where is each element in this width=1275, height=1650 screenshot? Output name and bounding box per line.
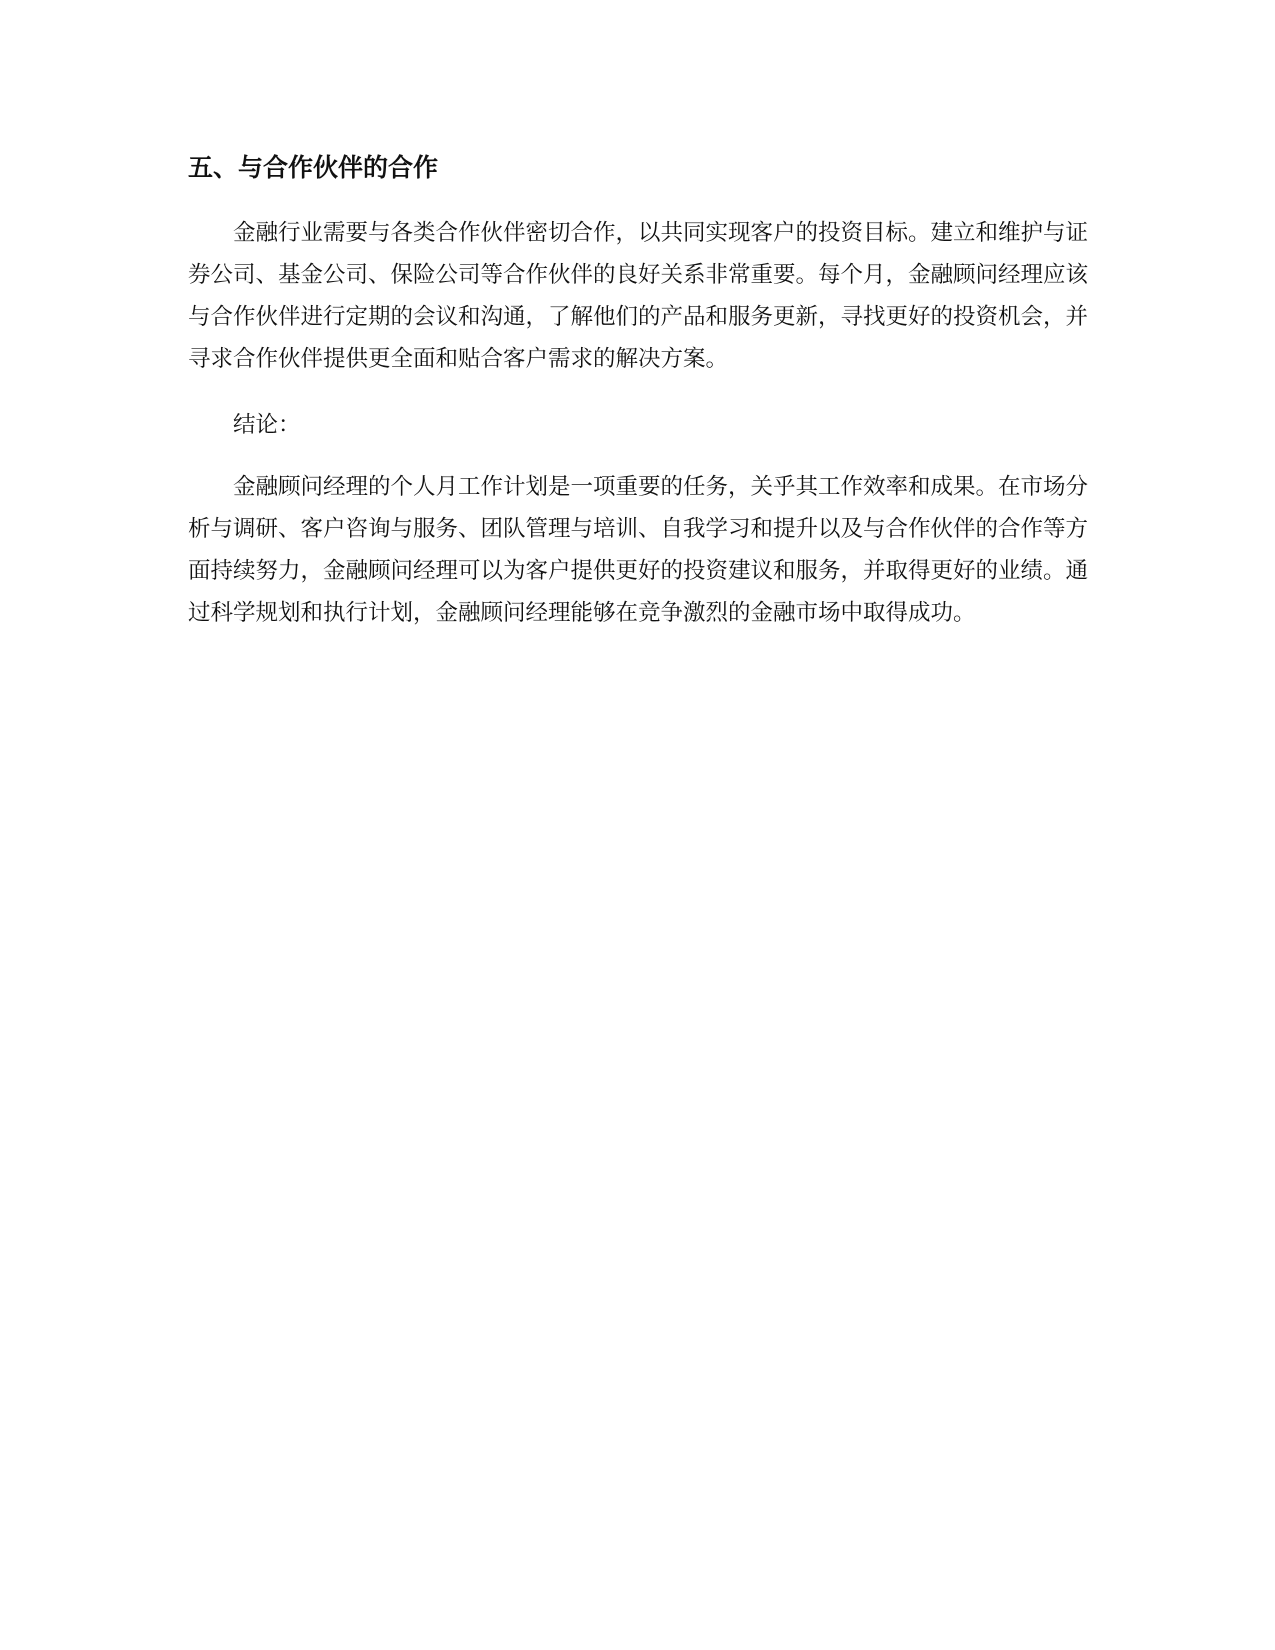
- section-heading: 五、与合作伙伴的合作: [188, 153, 439, 182]
- partner-cooperation-paragraph: 金融行业需要与各类合作伙伴密切合作，以共同实现客户的投资目标。建立和维护与证券公司、基金公司、保险公司等合作伙伴的良好关系非常重要。每个月，金融顾问经理应该与合作伙伴进行定期的会议和沟通，了解他们的产品和服务更新，寻找更好的投资机会，并寻求合作伙伴提供更全面和贴合客户需求的解决方案。: [188, 220, 1089, 372]
- conclusion-label: 结论：: [233, 412, 301, 438]
- document-body: [188, 150, 1088, 658]
- conclusion-paragraph: 金融顾问经理的个人月工作计划是一项重要的任务，关乎其工作效率和成果。在市场分析与调研、客户咨询与服务、团队管理与培训、自我学习和提升以及与合作伙伴的合作等方面持续努力，金融顾问经理可以为客户提供更好的投资建议和服务，并取得更好的业绩。通过科学规划和执行计划，金融顾问经理能够在竞争激烈的金融市场中取得成功。: [188, 474, 1089, 626]
